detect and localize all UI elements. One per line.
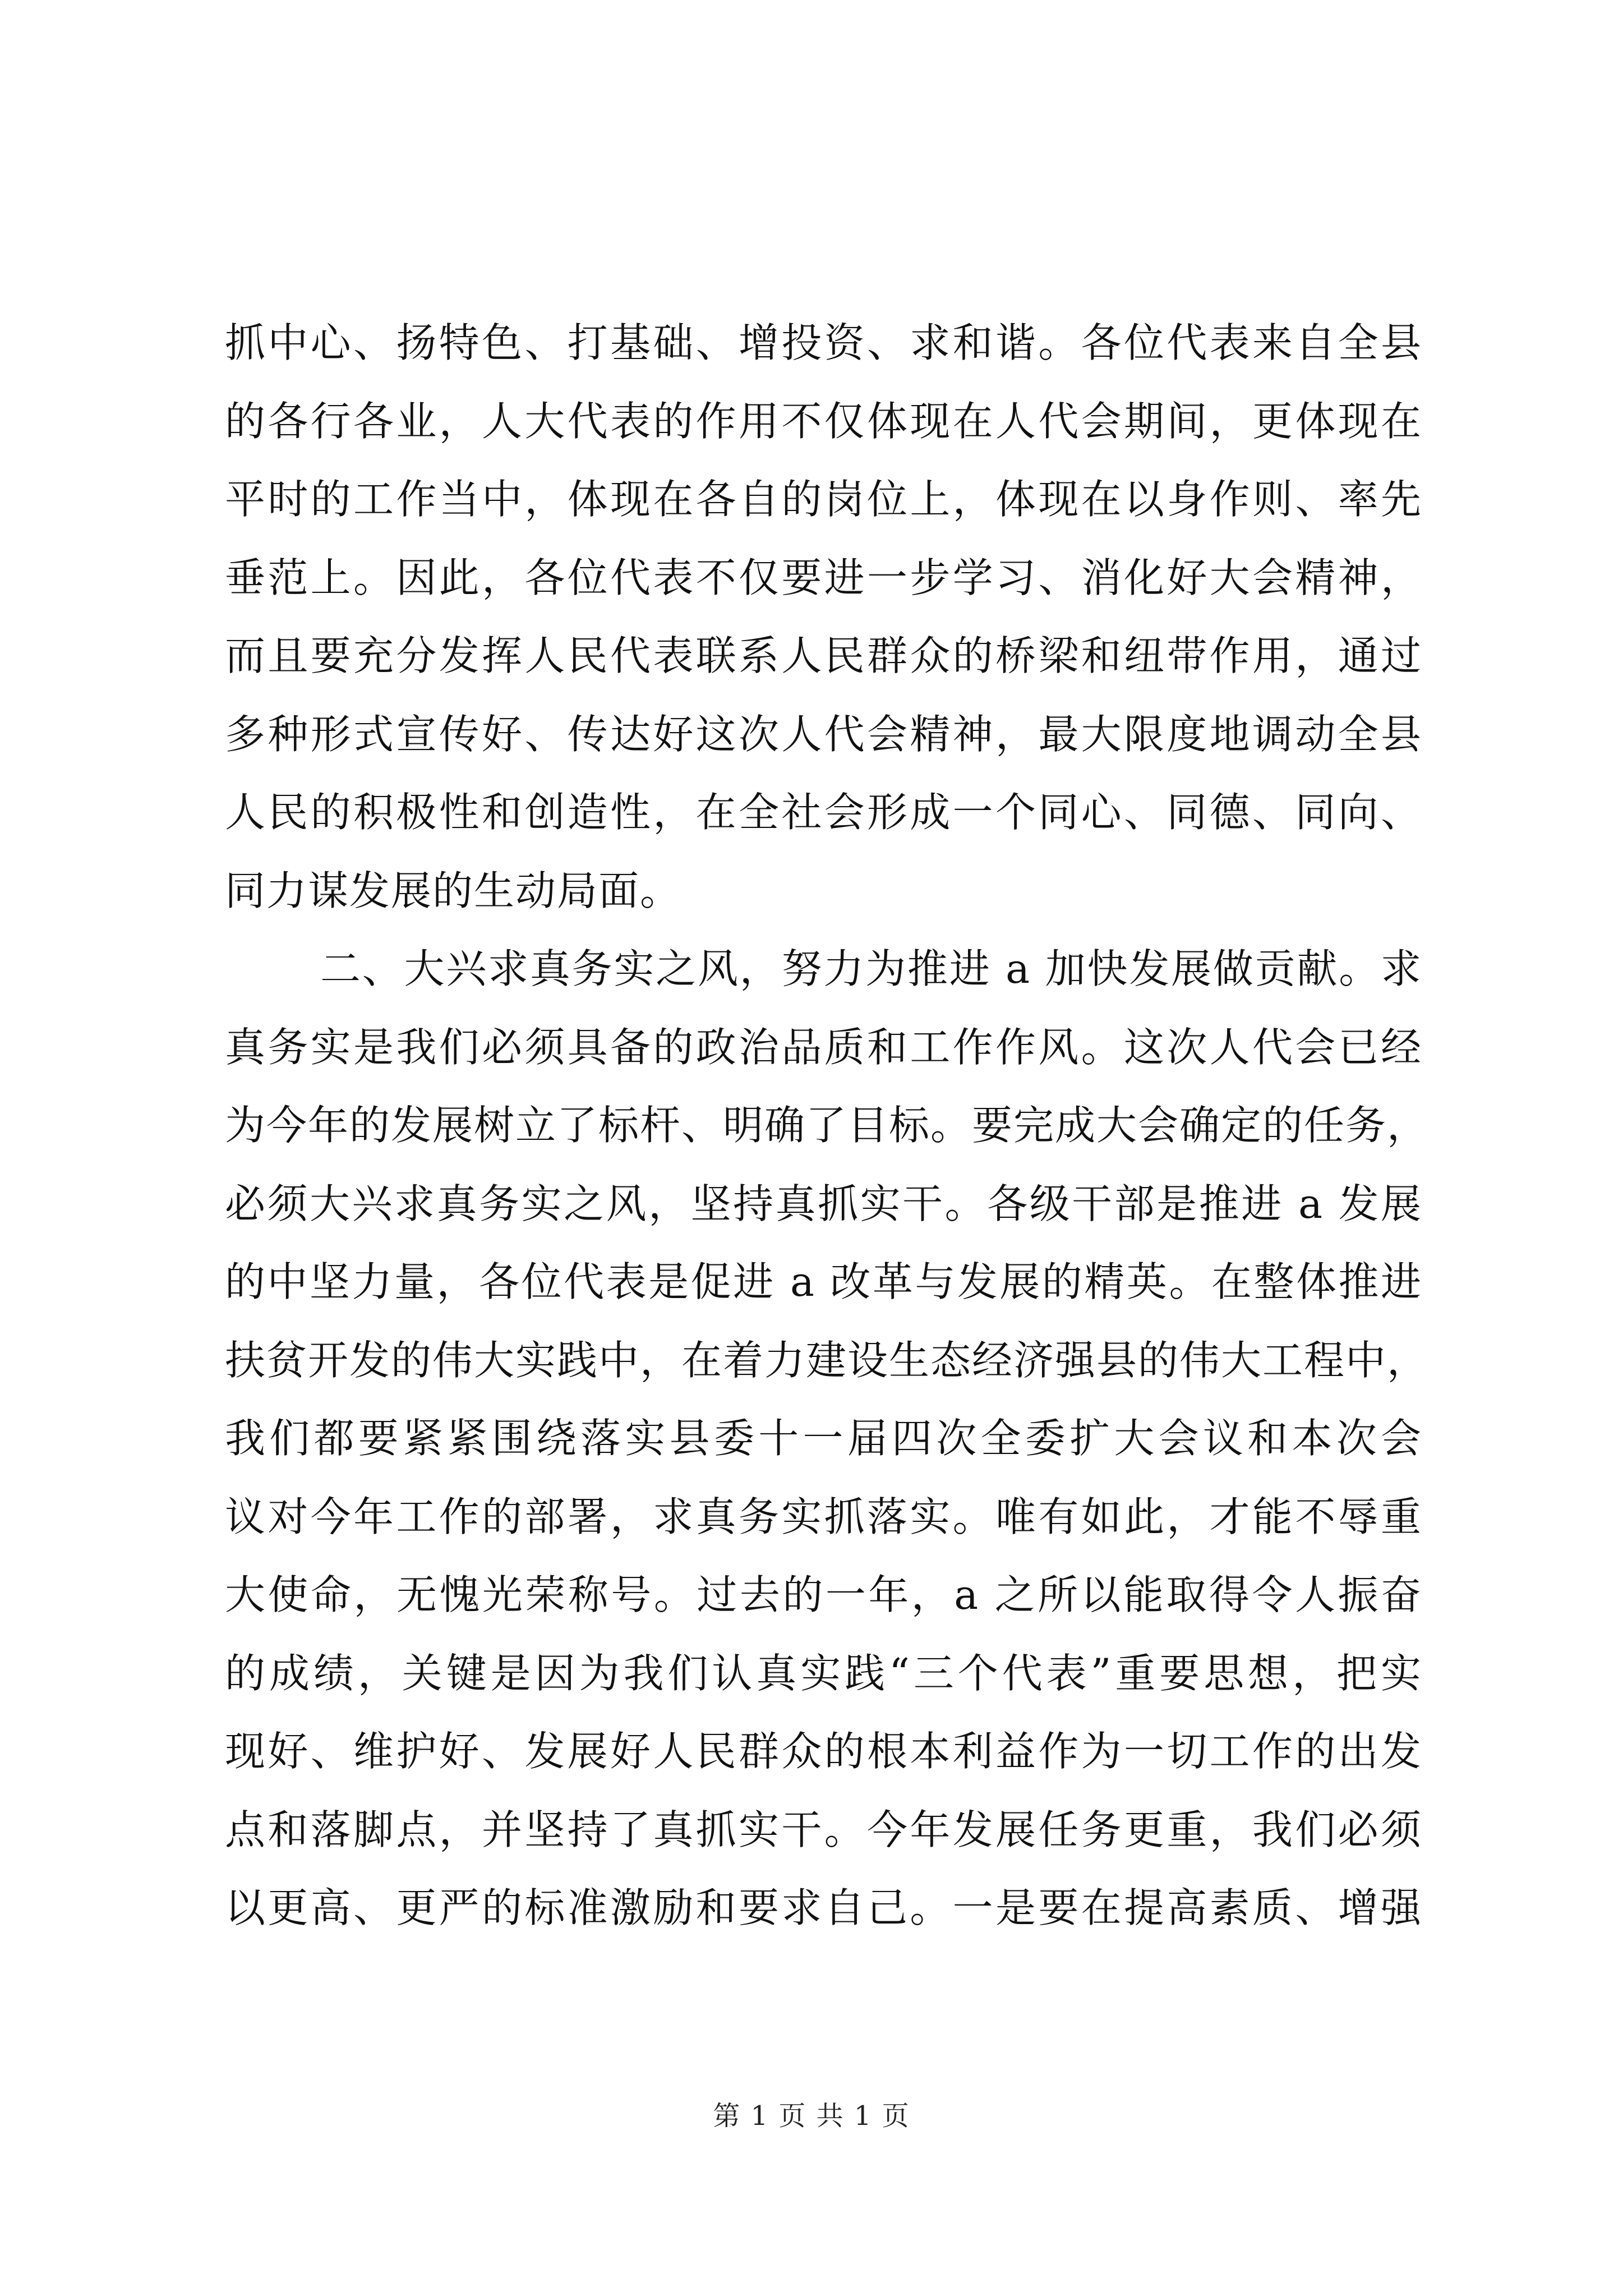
page-footer bbox=[0, 2099, 1623, 2133]
page-number-label: 第 1 页 共 1 页 bbox=[713, 2100, 910, 2132]
text-line: 抓中心、扬特色、打基础、增投资、求和谐。各位代表来自全县 bbox=[225, 319, 1422, 366]
text-line: 的各行各业，人大代表的作用不仅体现在人代会期间，更体现在 bbox=[225, 397, 1422, 445]
section-heading-line: 二、大兴求真务实之风，努力为推进 a 加快发展做贡献。求 bbox=[320, 945, 1422, 992]
text-line: 平时的工作当中，体现在各自的岗位上，体现在以身作则、率先 bbox=[225, 476, 1422, 523]
text-line: 真务实是我们必须具备的政治品质和工作作风。这次人代会已经 bbox=[225, 1023, 1422, 1071]
text-line: 垂范上。因此，各位代表不仅要进一步学习、消化好大会精神， bbox=[225, 554, 1422, 601]
text-line: 点和落脚点，并坚持了真抓实干。今年发展任务更重，我们必须 bbox=[225, 1806, 1422, 1853]
text-line: 现好、维护好、发展好人民群众的根本利益作为一切工作的出发 bbox=[225, 1728, 1422, 1775]
text-line: 扶贫开发的伟大实践中，在着力建设生态经济强县的伟大工程中， bbox=[225, 1336, 1429, 1384]
text-line: 而且要充分发挥人民代表联系人民群众的桥梁和纽带作用，通过 bbox=[225, 632, 1422, 679]
text-line: 大使命，无愧光荣称号。过去的一年，a 之所以能取得令人振奋 bbox=[225, 1571, 1422, 1618]
text-line: 议对今年工作的部署，求真务实抓落实。唯有如此，才能不辱重 bbox=[225, 1493, 1422, 1540]
text-line: 人民的积极性和创造性，在全社会形成一个同心、同德、同向、 bbox=[225, 789, 1422, 836]
text-line: 的成绩，关键是因为我们认真实践“三个代表”重要思想，把实 bbox=[225, 1649, 1422, 1697]
text-line: 我们都要紧紧围绕落实县委十一届四次全委扩大会议和本次会 bbox=[225, 1415, 1422, 1462]
text-line: 同力谋发展的生动局面。 bbox=[225, 867, 682, 914]
text-line: 以更高、更严的标准激励和要求自己。一是要在提高素质、增强 bbox=[225, 1884, 1422, 1931]
document-body bbox=[225, 304, 1429, 1948]
text-line: 必须大兴求真务实之风，坚持真抓实干。各级干部是推进 a 发展 bbox=[225, 1180, 1422, 1227]
text-line: 为今年的发展树立了标杆、明确了目标。要完成大会确定的任务， bbox=[225, 1102, 1429, 1149]
text-line: 的中坚力量，各位代表是促进 a 改革与发展的精英。在整体推进 bbox=[225, 1258, 1422, 1305]
text-line: 多种形式宣传好、传达好这次人代会精神，最大限度地调动全县 bbox=[225, 710, 1422, 758]
